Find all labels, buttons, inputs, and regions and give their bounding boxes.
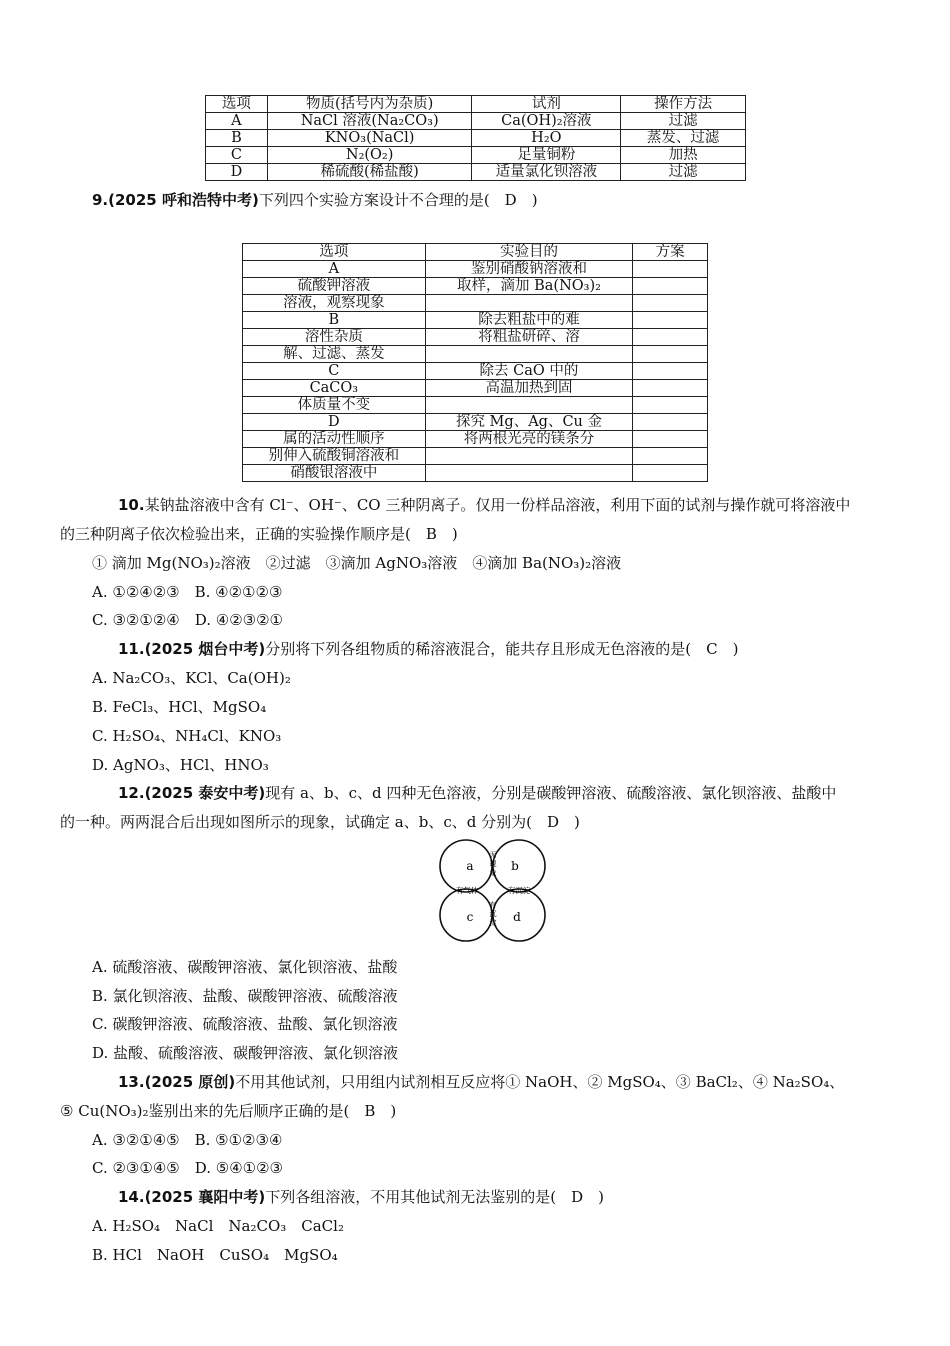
- option-c: C. H₂SO₄、NH₄Cl、KNO₃: [92, 727, 282, 745]
- table-header-row: [206, 96, 746, 113]
- question-number: 11.: [118, 640, 145, 658]
- table-row: [206, 147, 746, 164]
- table-cell: [425, 465, 633, 482]
- table-header-row: [243, 244, 708, 261]
- question-stem: 下列各组溶液，不用其他试剂无法鉴别的是( D ): [265, 1188, 604, 1206]
- table-cell: CaCO₃: [243, 380, 426, 397]
- question-source: (2025 泰安中考): [144, 784, 266, 802]
- table-cell: [633, 465, 708, 482]
- table-cell: [633, 295, 708, 312]
- venn-label-c: c: [466, 910, 474, 924]
- table-cell: 足量铜粉: [472, 147, 621, 164]
- table-row: [243, 363, 708, 380]
- table-cell: 属的活动性顺序: [243, 431, 426, 448]
- question-source: (2025 原创): [144, 1073, 236, 1091]
- table-header-cell: 选项: [243, 244, 426, 261]
- question-10-operations: ① 滴加 Mg(NO₃)₂溶液 ②过滤 ③滴加 AgNO₃溶液 ④滴加 Ba(NO₃)₂溶液: [92, 554, 622, 572]
- table-cell: 稀硫酸(稀盐酸): [267, 164, 472, 181]
- table-experiment-design: [242, 243, 708, 482]
- question-13-line-1: [118, 1072, 844, 1092]
- table-cell: 过滤: [621, 164, 746, 181]
- question-number: 9.: [92, 191, 109, 209]
- table-cell: 蒸发、过滤: [621, 130, 746, 147]
- table-cell: 硫酸钾溶液: [243, 278, 426, 295]
- venn-diagram: [437, 839, 549, 943]
- venn-cd-line-3: 淀: [489, 919, 497, 927]
- table-row: [243, 329, 708, 346]
- question-number: 13.: [118, 1073, 145, 1091]
- table-cell: 适量氯化钡溶液: [472, 164, 621, 181]
- question-13-line-2: ⑤ Cu(NO₃)₂鉴别出来的先后顺序正确的是( B ): [60, 1102, 397, 1120]
- option-b: B. 氯化钡溶液、盐酸、碳酸钾溶液、硫酸溶液: [92, 987, 398, 1005]
- question-stem: 下列四个实验方案设计不合理的是( D ): [258, 191, 538, 209]
- question-10-options-cd: C. ③②①②④ D. ④②③②①: [92, 611, 283, 629]
- table-cell: A: [206, 113, 268, 130]
- question-11: [118, 639, 738, 659]
- option-a: A. H₂SO₄ NaCl Na₂CO₃ CaCl₂: [92, 1217, 344, 1235]
- table-cell: [633, 312, 708, 329]
- table-cell: 硝酸银溶液中: [243, 465, 426, 482]
- table-cell: D: [206, 164, 268, 181]
- venn-ab-line-1: 无: [489, 851, 497, 859]
- question-9: [92, 190, 538, 210]
- question-13-options-cd: C. ②③①④⑤ D. ⑤④①②③: [92, 1159, 283, 1177]
- table-cell: KNO₃(NaCl): [267, 130, 472, 147]
- table-header-cell: 操作方法: [621, 96, 746, 113]
- table-impurity-removal: [205, 95, 746, 181]
- venn-ac-label: 有气体: [455, 886, 479, 895]
- question-10-line-1: [118, 495, 850, 515]
- question-12-line-2: 的一种。两两混合后出现如图所示的现象，试确定 a、b、c、d 分别为( D ): [60, 813, 580, 831]
- question-stem: 现有 a、b、c、d 四种无色溶液，分别是碳酸钾溶液、硫酸溶液、氯化钡溶液、盐酸中: [265, 784, 837, 802]
- table-cell: 探究 Mg、Ag、Cu 金: [425, 414, 633, 431]
- venn-label-a: a: [466, 859, 474, 873]
- table-cell: N₂(O₂): [267, 147, 472, 164]
- table-cell: [633, 346, 708, 363]
- table-cell: H₂O: [472, 130, 621, 147]
- venn-bd-label: 有沉淀: [507, 886, 531, 895]
- table-header-cell: 方案: [633, 244, 708, 261]
- table-cell: NaCl 溶液(Na₂CO₃): [267, 113, 472, 130]
- table-cell: [633, 431, 708, 448]
- table-header-cell: 选项: [206, 96, 268, 113]
- table-row: [243, 448, 708, 465]
- table-cell: [633, 278, 708, 295]
- table-cell: [633, 397, 708, 414]
- question-stem: 分别将下列各组物质的稀溶液混合，能共存且形成无色溶液的是( C ): [265, 640, 739, 658]
- venn-cd-line-2: 沉: [489, 910, 497, 918]
- question-number: 12.: [118, 784, 145, 802]
- table-cell: 将两根光亮的镁条分: [425, 431, 633, 448]
- option-c: C. 碳酸钾溶液、硫酸溶液、盐酸、氯化钡溶液: [92, 1015, 398, 1033]
- table-cell: 解、过滤、蒸发: [243, 346, 426, 363]
- option-b: B. FeCl₃、HCl、MgSO₄: [92, 698, 267, 716]
- question-number: 14.: [118, 1188, 145, 1206]
- table-cell: [425, 295, 633, 312]
- table-cell: B: [243, 312, 426, 329]
- table-row: [243, 465, 708, 482]
- table-cell: 鉴别硝酸钠溶液和: [425, 261, 633, 278]
- question-source: (2025 呼和浩特中考): [108, 191, 259, 209]
- option-b: B. HCl NaOH CuSO₄ MgSO₄: [92, 1246, 338, 1264]
- question-13-options-ab: A. ③②①④⑤ B. ⑤①②③④: [92, 1131, 283, 1149]
- table-cell: [425, 448, 633, 465]
- table-cell: 将粗盐研碎、溶: [425, 329, 633, 346]
- question-stem: 不用其他试剂，只用组内试剂相互反应将① NaOH、② MgSO₄、③ BaCl₂、④ Na₂SO₄、: [235, 1073, 845, 1091]
- venn-label-b: b: [511, 859, 519, 873]
- table-cell: 溶性杂质: [243, 329, 426, 346]
- table-cell: [633, 329, 708, 346]
- question-source: (2025 襄阳中考): [144, 1188, 266, 1206]
- question-10-line-2: 的三种阴离子依次检验出来，正确的实验操作顺序是( B ): [60, 525, 458, 543]
- table-cell: 高温加热到固: [425, 380, 633, 397]
- table-cell: 加热: [621, 147, 746, 164]
- table-row: [243, 278, 708, 295]
- table-row: [243, 380, 708, 397]
- table-cell: 别伸入硫酸铜溶液和: [243, 448, 426, 465]
- table-cell: A: [243, 261, 426, 278]
- table-cell: B: [206, 130, 268, 147]
- table-cell: 除去粗盐中的难: [425, 312, 633, 329]
- table-cell: C: [206, 147, 268, 164]
- venn-ab-line-2: 现: [489, 860, 497, 868]
- table-cell: [633, 261, 708, 278]
- table-cell: 体质量不变: [243, 397, 426, 414]
- question-number: 10.: [118, 496, 145, 514]
- question-14: [118, 1187, 604, 1207]
- venn-cd-line-1: 有: [489, 901, 497, 909]
- option-d: D. 盐酸、硫酸溶液、碳酸钾溶液、氯化钡溶液: [92, 1044, 399, 1062]
- table-cell: 除去 CaO 中的: [425, 363, 633, 380]
- table-cell: [633, 414, 708, 431]
- table-row: [243, 431, 708, 448]
- table-cell: 溶液，观察现象: [243, 295, 426, 312]
- table-cell: 过滤: [621, 113, 746, 130]
- table-header-cell: 实验目的: [425, 244, 633, 261]
- table-row: [206, 113, 746, 130]
- table-row: [206, 164, 746, 181]
- table-row: [243, 261, 708, 278]
- table-cell: D: [243, 414, 426, 431]
- table-row: [243, 346, 708, 363]
- question-stem: 某钠盐溶液中含有 Cl⁻、OH⁻、CO 三种阴离子。仅用一份样品溶液，利用下面的试剂与操作就可将溶液中: [144, 496, 851, 514]
- venn-label-d: d: [513, 910, 521, 924]
- question-source: (2025 烟台中考): [144, 640, 266, 658]
- table-header-cell: 试剂: [472, 96, 621, 113]
- table-cell: 取样，滴加 Ba(NO₃)₂: [425, 278, 633, 295]
- table-row: [243, 312, 708, 329]
- table-cell: Ca(OH)₂溶液: [472, 113, 621, 130]
- circle-b: [493, 840, 545, 892]
- table-cell: C: [243, 363, 426, 380]
- table-row: [243, 295, 708, 312]
- table-row: [243, 397, 708, 414]
- option-a: A. 硫酸溶液、碳酸钾溶液、氯化钡溶液、盐酸: [92, 958, 398, 976]
- table-row: [243, 414, 708, 431]
- option-a: A. Na₂CO₃、KCl、Ca(OH)₂: [92, 669, 291, 687]
- question-10-options-ab: A. ①②④②③ B. ④②①②③: [92, 583, 283, 601]
- table-row: [206, 130, 746, 147]
- table-cell: [425, 397, 633, 414]
- question-12-line-1: [118, 783, 836, 803]
- option-d: D. AgNO₃、HCl、HNO₃: [92, 756, 269, 774]
- table-cell: [633, 363, 708, 380]
- table-header-cell: 物质(括号内为杂质): [267, 96, 472, 113]
- venn-ab-line-3: 象: [489, 869, 497, 877]
- table-cell: [633, 380, 708, 397]
- table-cell: [425, 346, 633, 363]
- table-cell: [633, 448, 708, 465]
